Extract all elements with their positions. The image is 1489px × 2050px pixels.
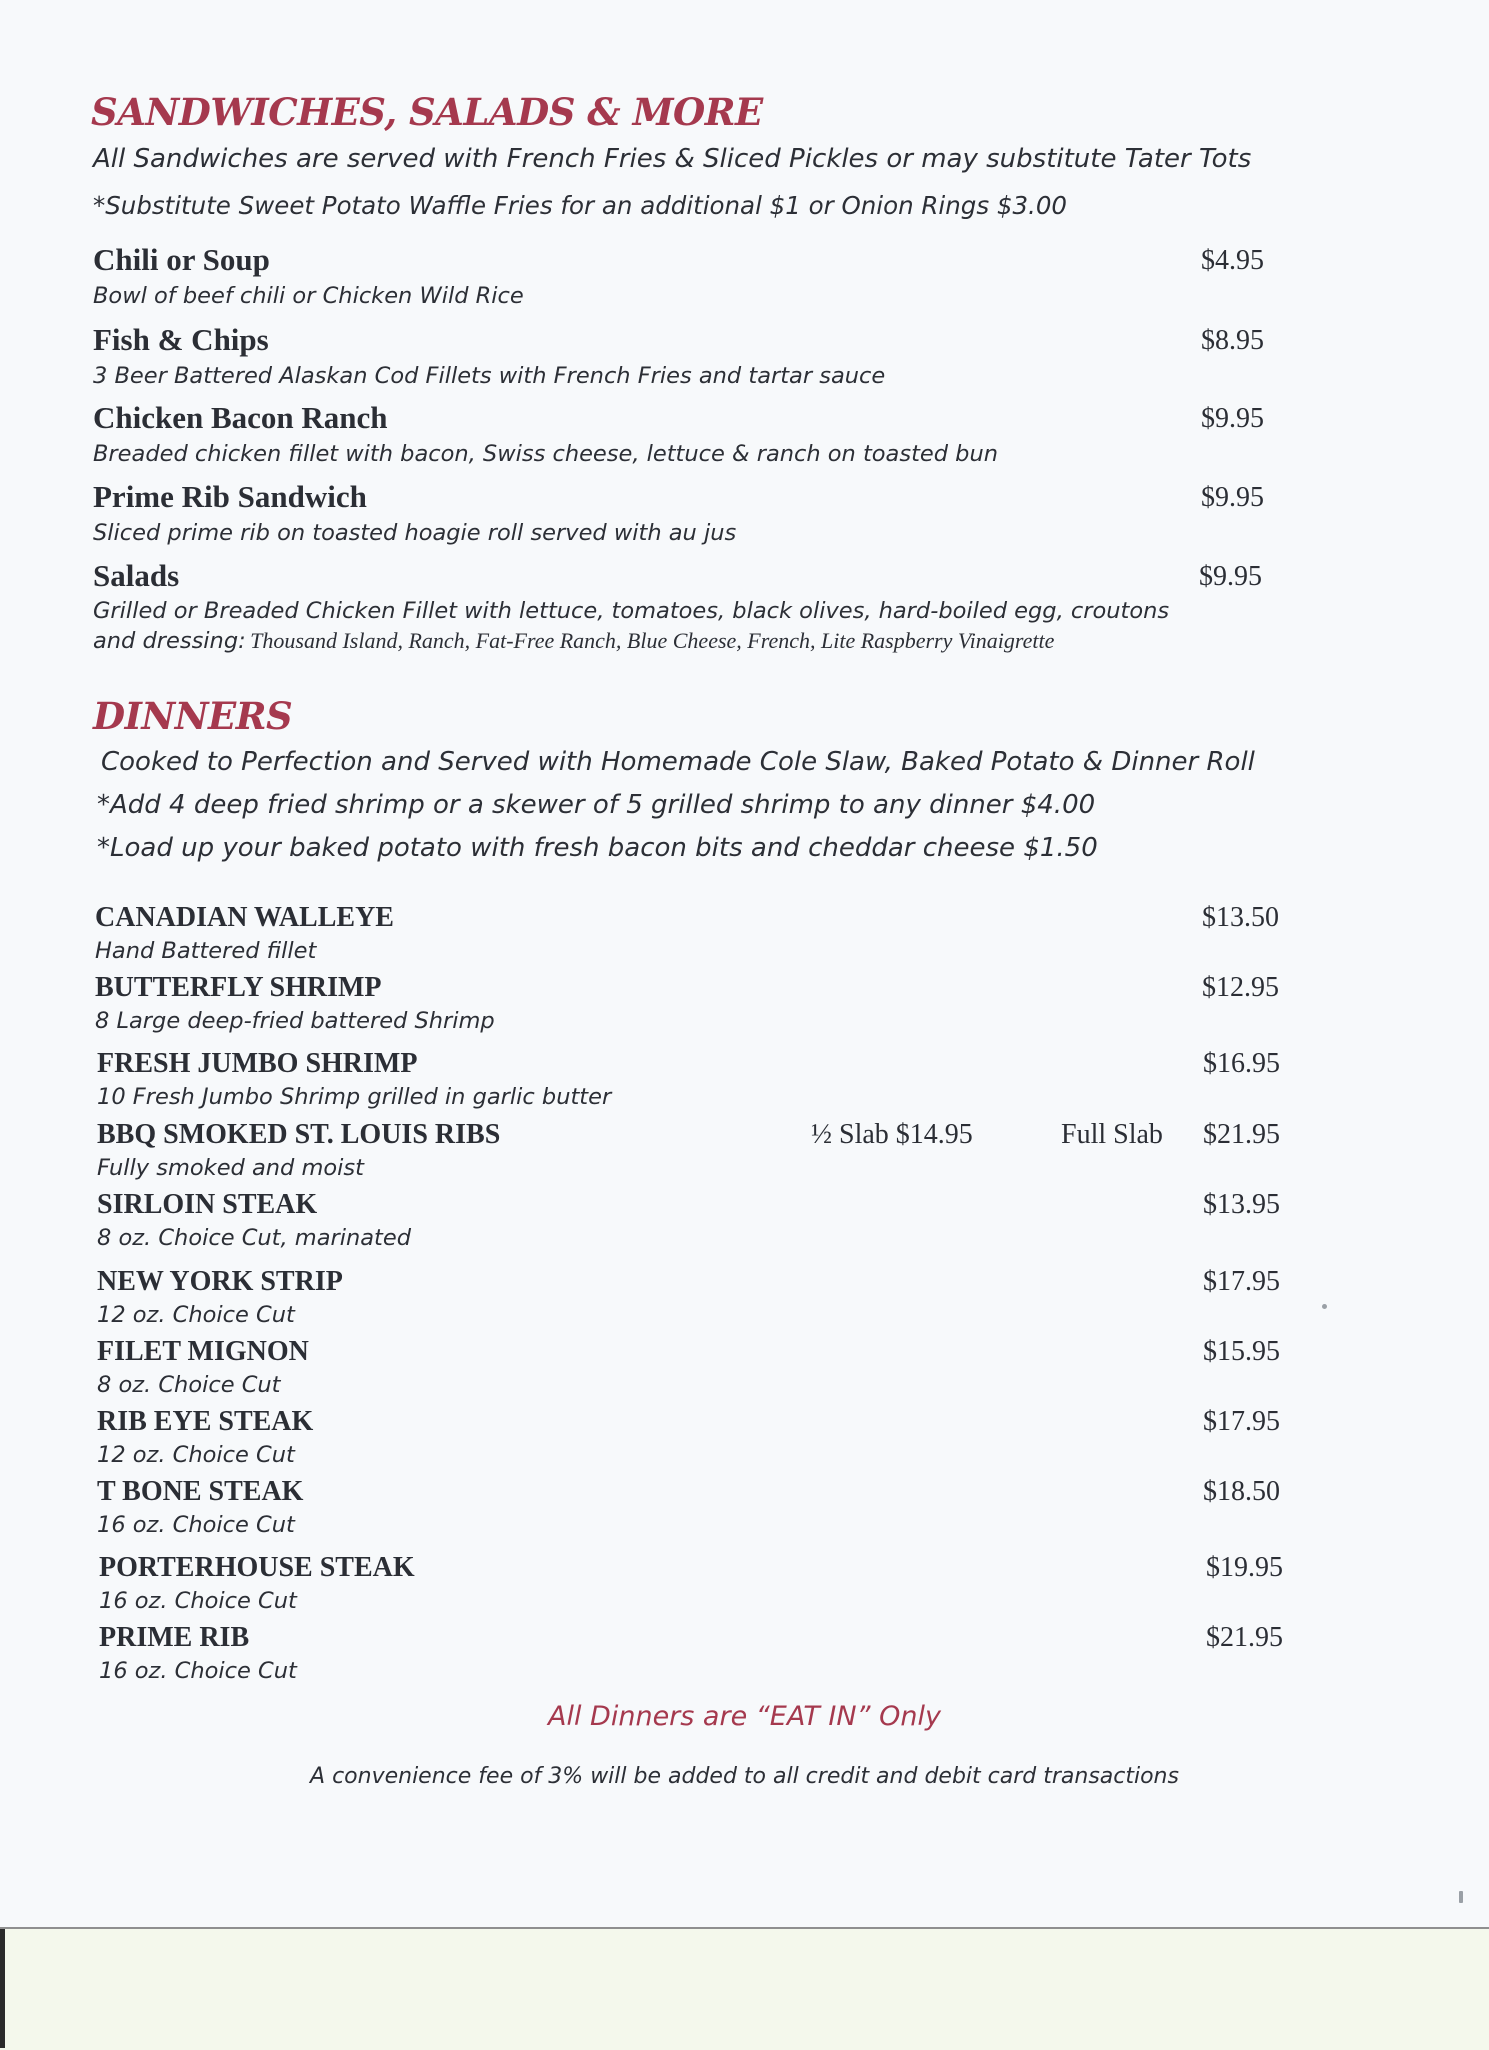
full-slab-label: Full Slab <box>1061 1119 1163 1150</box>
dressing-label: and dressing: <box>93 628 246 654</box>
dinner-item-name: BBQ SMOKED ST. LOUIS RIBS <box>97 1119 501 1150</box>
dinner-item-desc: 16 oz. Choice Cut <box>97 1512 295 1538</box>
scan-edge <box>0 1929 5 2048</box>
sandwiches-substitute-note: *Substitute Sweet Potato Waffle Fries for an additional $1 or Onion Rings $3.00 <box>93 191 1068 220</box>
half-slab-price: ½ Slab $14.95 <box>811 1119 973 1150</box>
dinner-item-name: RIB EYE STEAK <box>97 1406 314 1437</box>
dinner-item-desc: Hand Battered fillet <box>95 938 317 964</box>
menu-item-desc: Grilled or Breaded Chicken Fillet with lettuce, tomatoes, black olives, hard-boiled egg, croutons <box>93 598 1170 624</box>
menu-item-price: $9.95 <box>1201 482 1264 513</box>
menu-item-desc: Sliced prime rib on toasted hoagie roll served with au jus <box>93 520 737 546</box>
eat-in-notice: All Dinners are “EAT IN” Only <box>548 1701 941 1732</box>
dinner-item-name: CANADIAN WALLEYE <box>95 902 394 933</box>
dinners-title: DINNERS <box>93 694 293 738</box>
dinners-note: Cooked to Perfection and Served with Homemade Cole Slaw, Baked Potato & Dinner Roll <box>101 747 1255 777</box>
sandwiches-note: All Sandwiches are served with French Fries & Sliced Pickles or may substitute Tater Tots <box>93 144 1252 174</box>
dinner-item-price: $21.95 <box>1206 1622 1283 1653</box>
menu-item-desc: Bowl of beef chili or Chicken Wild Rice <box>93 283 524 309</box>
dinner-item-desc: 16 oz. Choice Cut <box>99 1658 297 1684</box>
dinner-item-price: $19.95 <box>1206 1552 1283 1583</box>
menu-item-name: Chicken Bacon Ranch <box>93 400 388 435</box>
dinner-item-price: $13.95 <box>1203 1189 1280 1220</box>
dinner-item-desc: 8 oz. Choice Cut, marinated <box>97 1225 412 1251</box>
dinner-item-price: $12.95 <box>1202 972 1279 1003</box>
menu-item-name: Prime Rib Sandwich <box>93 479 367 514</box>
menu-item-price: $8.95 <box>1201 325 1264 356</box>
dinners-shrimp-note: *Add 4 deep fried shrimp or a skewer of 5 grilled shrimp to any dinner $4.00 <box>97 790 1096 820</box>
menu-item-desc: 3 Beer Battered Alaskan Cod Fillets with French Fries and tartar sauce <box>93 363 886 389</box>
dinner-item-name: PRIME RIB <box>99 1622 250 1653</box>
dressing-line <box>93 628 1054 654</box>
dinner-item-desc: 10 Fresh Jumbo Shrimp grilled in garlic butter <box>97 1084 612 1110</box>
menu-item-name: Chili or Soup <box>93 242 270 277</box>
menu-item-name: Salads <box>93 558 180 593</box>
menu-item-desc: Breaded chicken fillet with bacon, Swiss cheese, lettuce & ranch on toasted bun <box>93 441 998 467</box>
dinner-item-price: $15.95 <box>1203 1336 1280 1367</box>
dinner-item-desc: Fully smoked and moist <box>97 1155 364 1181</box>
convenience-fee-notice: A convenience fee of 3% will be added to all credit and debit card transactions <box>310 1764 1179 1789</box>
dinner-item-name: SIRLOIN STEAK <box>97 1189 318 1220</box>
dinner-item-price: $21.95 <box>1203 1119 1280 1150</box>
dinner-item-name: FRESH JUMBO SHRIMP <box>97 1048 418 1079</box>
dinner-item-desc: 8 oz. Choice Cut <box>97 1372 281 1398</box>
menu-item-price: $4.95 <box>1201 245 1264 276</box>
menu-item-name: Fish & Chips <box>93 322 269 357</box>
dinner-item-price: $17.95 <box>1203 1266 1280 1297</box>
dinner-item-desc: 8 Large deep-fried battered Shrimp <box>95 1008 495 1034</box>
dinner-item-name: PORTERHOUSE STEAK <box>99 1552 415 1583</box>
scan-speck <box>1459 1891 1463 1903</box>
dinner-item-price: $17.95 <box>1203 1406 1280 1437</box>
dinner-item-name: FILET MIGNON <box>97 1336 309 1367</box>
dinner-item-name: NEW YORK STRIP <box>97 1266 343 1297</box>
dinners-potato-note: *Load up your baked potato with fresh bacon bits and cheddar cheese $1.50 <box>97 833 1098 863</box>
dinner-item-name: T BONE STEAK <box>97 1476 304 1507</box>
sandwiches-title: SANDWICHES, SALADS & MORE <box>91 90 763 134</box>
dinner-item-name: BUTTERFLY SHRIMP <box>95 972 382 1003</box>
dinner-item-price: $13.50 <box>1202 902 1279 933</box>
dressing-list: Thousand Island, Ranch, Fat-Free Ranch, Blue Cheese, French, Lite Raspberry Vinaigrette <box>250 628 1055 653</box>
dinner-item-desc: 16 oz. Choice Cut <box>99 1588 297 1614</box>
dinner-item-price: $16.95 <box>1203 1048 1280 1079</box>
scan-background-strip <box>0 1927 1489 2050</box>
scan-speck <box>1322 1304 1327 1309</box>
menu-item-price: $9.95 <box>1201 403 1264 434</box>
dinner-item-price: $18.50 <box>1203 1476 1280 1507</box>
menu-item-price: $9.95 <box>1199 561 1262 592</box>
dinner-item-desc: 12 oz. Choice Cut <box>97 1302 295 1328</box>
dinner-item-desc: 12 oz. Choice Cut <box>97 1442 295 1468</box>
